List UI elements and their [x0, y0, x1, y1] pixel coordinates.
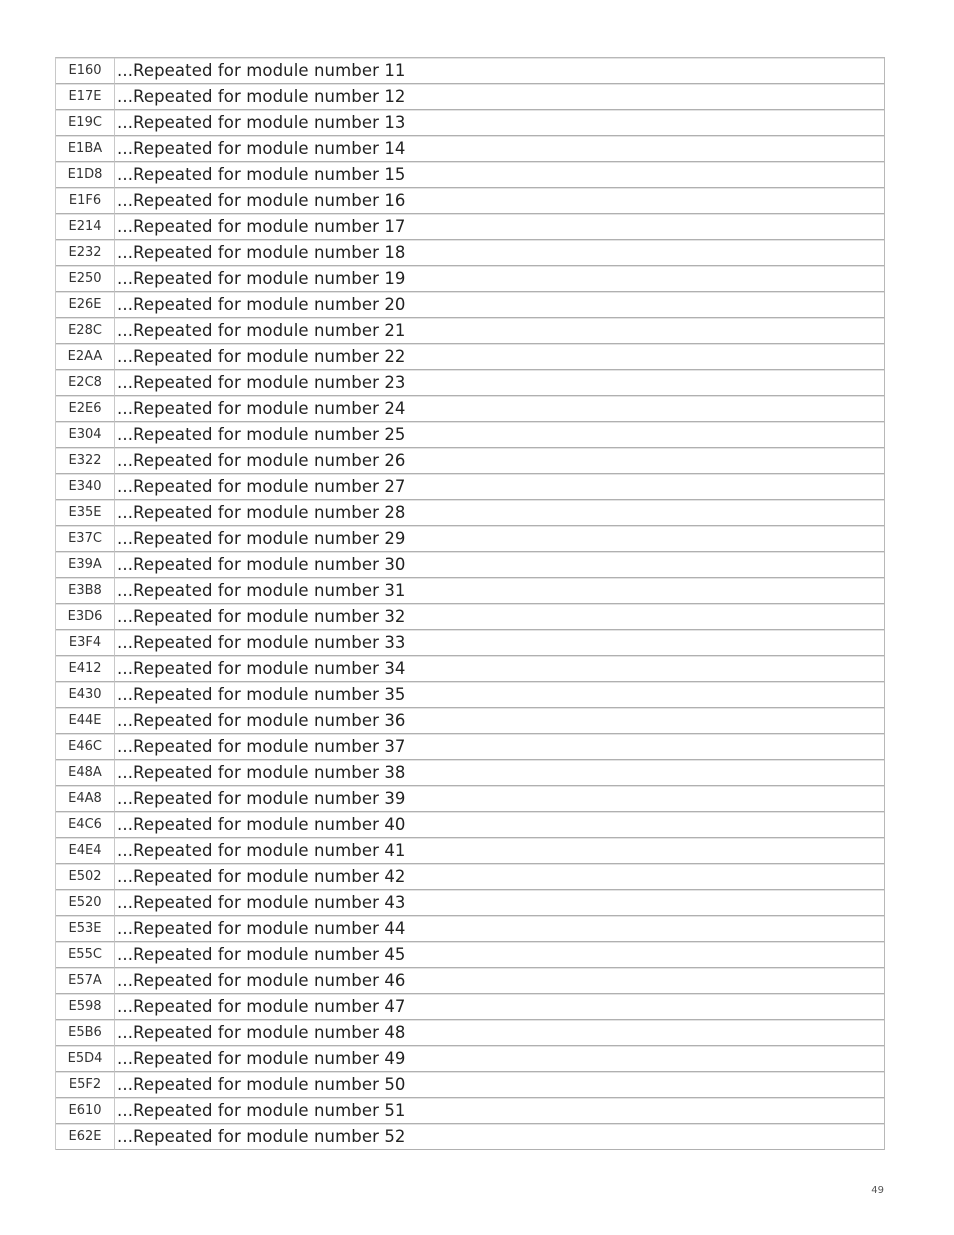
register-description: ...Repeated for module number 30 — [115, 552, 884, 578]
register-description: ...Repeated for module number 36 — [115, 708, 884, 734]
register-description: ...Repeated for module number 18 — [115, 240, 884, 266]
register-description: ...Repeated for module number 42 — [115, 864, 884, 890]
register-address: E412 — [56, 656, 115, 682]
register-description: ...Repeated for module number 41 — [115, 838, 884, 864]
register-address: E430 — [56, 682, 115, 708]
table-row — [56, 240, 884, 266]
table-row — [56, 656, 884, 682]
register-address: E322 — [56, 448, 115, 474]
table-row — [56, 422, 884, 448]
page-number: 49 — [871, 1185, 884, 1196]
register-address: E4E4 — [56, 838, 115, 864]
table-row — [56, 552, 884, 578]
register-address: E5D4 — [56, 1046, 115, 1072]
register-description: ...Repeated for module number 39 — [115, 786, 884, 812]
register-description: ...Repeated for module number 19 — [115, 266, 884, 292]
table-row — [56, 942, 884, 968]
table-row — [56, 864, 884, 890]
register-description: ...Repeated for module number 17 — [115, 214, 884, 240]
register-address: E502 — [56, 864, 115, 890]
table-row — [56, 760, 884, 786]
table-row — [56, 318, 884, 344]
table-row — [56, 604, 884, 630]
register-description: ...Repeated for module number 43 — [115, 890, 884, 916]
register-address: E39A — [56, 552, 115, 578]
register-description: ...Repeated for module number 14 — [115, 136, 884, 162]
register-description: ...Repeated for module number 49 — [115, 1046, 884, 1072]
register-address: E2C8 — [56, 370, 115, 396]
register-description: ...Repeated for module number 38 — [115, 760, 884, 786]
register-address: E160 — [56, 58, 115, 84]
register-description: ...Repeated for module number 40 — [115, 812, 884, 838]
register-description: ...Repeated for module number 25 — [115, 422, 884, 448]
register-description: ...Repeated for module number 35 — [115, 682, 884, 708]
register-description: ...Repeated for module number 28 — [115, 500, 884, 526]
register-map-table-body — [56, 58, 884, 1150]
table-row — [56, 1098, 884, 1124]
register-address: E340 — [56, 474, 115, 500]
register-address: E3D6 — [56, 604, 115, 630]
table-row — [56, 786, 884, 812]
register-description: ...Repeated for module number 33 — [115, 630, 884, 656]
table-row — [56, 500, 884, 526]
register-address: E4A8 — [56, 786, 115, 812]
table-row — [56, 136, 884, 162]
register-address: E17E — [56, 84, 115, 110]
register-description: ...Repeated for module number 24 — [115, 396, 884, 422]
register-description: ...Repeated for module number 23 — [115, 370, 884, 396]
register-description: ...Repeated for module number 12 — [115, 84, 884, 110]
table-row — [56, 812, 884, 838]
register-address: E1BA — [56, 136, 115, 162]
table-row — [56, 630, 884, 656]
table-row — [56, 110, 884, 136]
table-row — [56, 266, 884, 292]
register-description: ...Repeated for module number 45 — [115, 942, 884, 968]
register-description: ...Repeated for module number 48 — [115, 1020, 884, 1046]
register-address: E304 — [56, 422, 115, 448]
register-description: ...Repeated for module number 47 — [115, 994, 884, 1020]
register-description: ...Repeated for module number 11 — [115, 58, 884, 84]
register-description: ...Repeated for module number 16 — [115, 188, 884, 214]
register-address: E57A — [56, 968, 115, 994]
table-row — [56, 396, 884, 422]
register-address: E53E — [56, 916, 115, 942]
register-address: E2AA — [56, 344, 115, 370]
table-row — [56, 1072, 884, 1098]
register-description: ...Repeated for module number 32 — [115, 604, 884, 630]
register-description: ...Repeated for module number 15 — [115, 162, 884, 188]
register-address: E520 — [56, 890, 115, 916]
register-address: E28C — [56, 318, 115, 344]
table-row — [56, 968, 884, 994]
register-map-table — [55, 57, 885, 1150]
table-row — [56, 890, 884, 916]
register-address: E5B6 — [56, 1020, 115, 1046]
register-address: E62E — [56, 1124, 115, 1150]
register-description: ...Repeated for module number 31 — [115, 578, 884, 604]
register-address: E1D8 — [56, 162, 115, 188]
register-address: E214 — [56, 214, 115, 240]
table-row — [56, 578, 884, 604]
register-address: E35E — [56, 500, 115, 526]
register-description: ...Repeated for module number 22 — [115, 344, 884, 370]
register-address: E5F2 — [56, 1072, 115, 1098]
table-row — [56, 84, 884, 110]
table-row — [56, 1124, 884, 1150]
register-description: ...Repeated for module number 51 — [115, 1098, 884, 1124]
table-row — [56, 292, 884, 318]
register-address: E598 — [56, 994, 115, 1020]
register-description: ...Repeated for module number 13 — [115, 110, 884, 136]
table-row — [56, 188, 884, 214]
register-address: E2E6 — [56, 396, 115, 422]
table-row — [56, 734, 884, 760]
table-row — [56, 162, 884, 188]
register-address: E19C — [56, 110, 115, 136]
table-row — [56, 344, 884, 370]
register-description: ...Repeated for module number 27 — [115, 474, 884, 500]
register-address: E3F4 — [56, 630, 115, 656]
table-row — [56, 370, 884, 396]
register-address: E250 — [56, 266, 115, 292]
table-row — [56, 1046, 884, 1072]
table-row — [56, 214, 884, 240]
register-address: E232 — [56, 240, 115, 266]
register-address: E44E — [56, 708, 115, 734]
table-row — [56, 838, 884, 864]
register-address: E26E — [56, 292, 115, 318]
register-description: ...Repeated for module number 21 — [115, 318, 884, 344]
register-description: ...Repeated for module number 20 — [115, 292, 884, 318]
register-description: ...Repeated for module number 50 — [115, 1072, 884, 1098]
register-address: E46C — [56, 734, 115, 760]
table-row — [56, 994, 884, 1020]
table-row — [56, 526, 884, 552]
register-description: ...Repeated for module number 46 — [115, 968, 884, 994]
table-row — [56, 682, 884, 708]
table-row — [56, 708, 884, 734]
register-address: E37C — [56, 526, 115, 552]
register-address: E55C — [56, 942, 115, 968]
table-row — [56, 448, 884, 474]
table-row — [56, 916, 884, 942]
table-row — [56, 1020, 884, 1046]
register-description: ...Repeated for module number 26 — [115, 448, 884, 474]
register-address: E3B8 — [56, 578, 115, 604]
register-address: E610 — [56, 1098, 115, 1124]
table-row — [56, 474, 884, 500]
register-description: ...Repeated for module number 37 — [115, 734, 884, 760]
table-row — [56, 58, 884, 84]
register-description: ...Repeated for module number 52 — [115, 1124, 884, 1150]
register-description: ...Repeated for module number 34 — [115, 656, 884, 682]
register-address: E1F6 — [56, 188, 115, 214]
register-description: ...Repeated for module number 44 — [115, 916, 884, 942]
register-description: ...Repeated for module number 29 — [115, 526, 884, 552]
register-address: E48A — [56, 760, 115, 786]
register-address: E4C6 — [56, 812, 115, 838]
